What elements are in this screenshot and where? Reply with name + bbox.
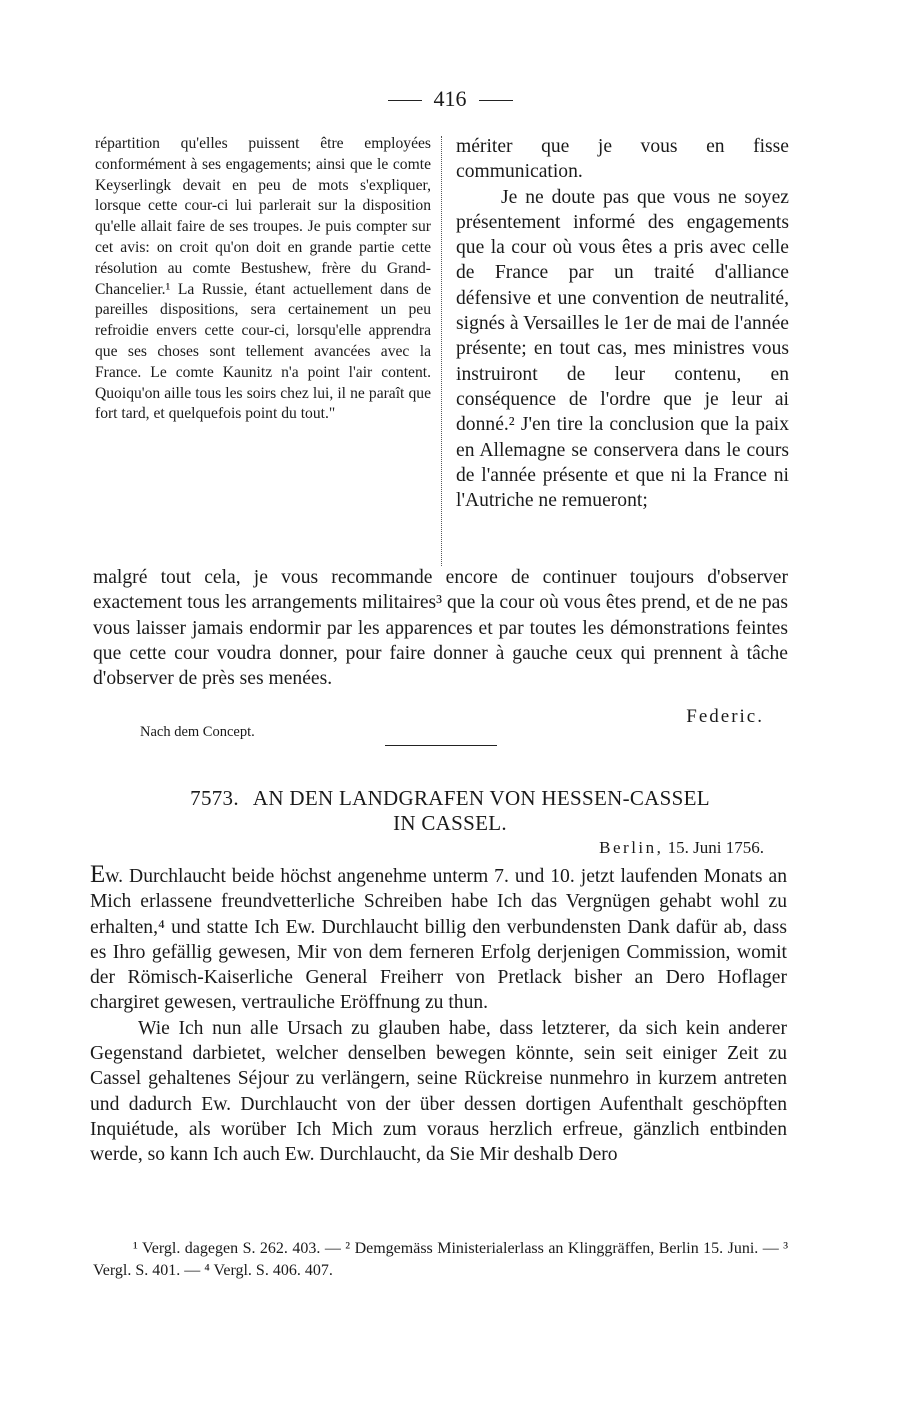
- source-note: Nach dem Concept.: [140, 724, 255, 740]
- right-column-paragraph-2: Je ne doute pas que vous ne soyez présentement informé des engagements que la cour où vous êtes a pris avec celle de France par un traité d'alliance défensive et une convention de neutralité, signés à Versailles le 1er de mai de l'année présente; en tout cas, mes ministres vous instruiront de leur contenu, en conséquence de l'ordre que je leur ai donné.² J'en tire la conclusion que la paix en Allemagne se conservera dans le cours de l'année présente et que ni la France ni l'Autriche ne remueront;: [456, 186, 789, 512]
- full-width-paragraph: [93, 565, 788, 691]
- footnotes: [93, 1238, 788, 1282]
- right-column: [456, 134, 789, 513]
- body-paragraph-2: Wie Ich nun alle Ursach zu glauben habe, dass letzterer, da sich kein anderer Gegenstand darbietet, welcher denselben bewegen könnte, sein seit einiger Zeit zu Cassel gehaltenes Séjour zu verlängern, seine Rückreise nunmehro in kurzem antreten und dadurch Ew. Durchlaucht von der über dessen dortigen Aufenthalt geschöpften Inquiétude, als worüber Ich Mich zum voraus herzlich erfreue, gänzlich entbinden werde, so kann Ich auch Ew. Durchlaucht, da Sie Mir deshalb Dero: [90, 1017, 787, 1166]
- dateline: [599, 838, 764, 858]
- heading-line-1: AN DEN LANDGRAFEN VON HESSEN-CASSEL: [252, 786, 710, 810]
- body-paragraph-1-text: w. Durchlaucht beide höchst angenehme unterm 7. und 10. jetzt laufenden Monats an Mich erlassene freundvetterliche Schreiben habe Ich das Vergnügen gehabt wohl zu erhalten,⁴ und statte Ich Ew. Durchlaucht billig den verbundensten Dank dafür ab, dass es Ihro gefällig gewesen, Mir von dem ferneren Erfolg derjenigen Commission, womit der Römisch-Kaiserliche General Freiherr von Pretlack bisher an Dero Hoflager chargiret gewesen, vertrauliche Eröffnung zu thun.: [90, 866, 787, 1014]
- body-paragraph-1: [90, 862, 787, 1016]
- section-number: 7573.: [190, 786, 239, 810]
- header-dash-right: [479, 100, 513, 101]
- page-number: 416: [433, 86, 467, 111]
- left-column-text: répartition qu'elles puissent être employées conformément à ses engagements; ainsi que le comte Keyserlingk devait en peu de mots s'expliquer, lorsque cette cour-ci lui parlerait sur la disposition qu'elle allait faire de ses troupes. Je puis compter sur cet avis: on croit qu'on doit en grande partie cette résolution au comte Bestushew, frère du Grand-Chancelier.¹ La Russie, étant actuellement dans de pareilles dispositions, sera certainement un peu refroidie envers cette cour-ci, lorsqu'elle apprendra que ses choses sont tellement avancées avec la France. Le comte Kaunitz n'a point l'air content. Quoiqu'on aille tous les soirs chez lui, il ne paraît que fort tard, et quelquefois point du tout.": [95, 135, 431, 423]
- section-heading: [100, 786, 800, 836]
- section-rule: [385, 745, 497, 746]
- right-column-paragraph-1: mériter que je vous en fisse communication.: [456, 136, 789, 183]
- date: 15. Juni 1756.: [667, 838, 764, 857]
- date-place: Berlin,: [599, 838, 664, 857]
- column-divider: [441, 136, 442, 566]
- initial-letter: E: [90, 861, 106, 888]
- signature: Federic.: [686, 706, 764, 727]
- footnotes-text: ¹ Vergl. dagegen S. 262. 403. — ² Demgemäss Ministerialerlass an Klinggräffen, Berlin 15. Juni. — ³ Vergl. S. 401. — ⁴ Vergl. S. 406. 407.: [93, 1240, 788, 1279]
- left-column: [95, 134, 431, 425]
- full-width-text: malgré tout cela, je vous recommande encore de continuer toujours d'observer exactement tous les arrangements militaires³ que la cour où vous êtes prend, et de ne pas vous laisser jamais endormir par les apparences et par toutes les démonstrations feintes que cette cour voudra donner, pour faire donner à gauche ceux qui prennent à tâche d'observer de près ses menées.: [93, 567, 788, 690]
- letter-body: [90, 862, 787, 1168]
- heading-line-2: IN CASSEL.: [393, 811, 507, 835]
- header-dash-left: [388, 100, 422, 101]
- page-header: [0, 86, 900, 112]
